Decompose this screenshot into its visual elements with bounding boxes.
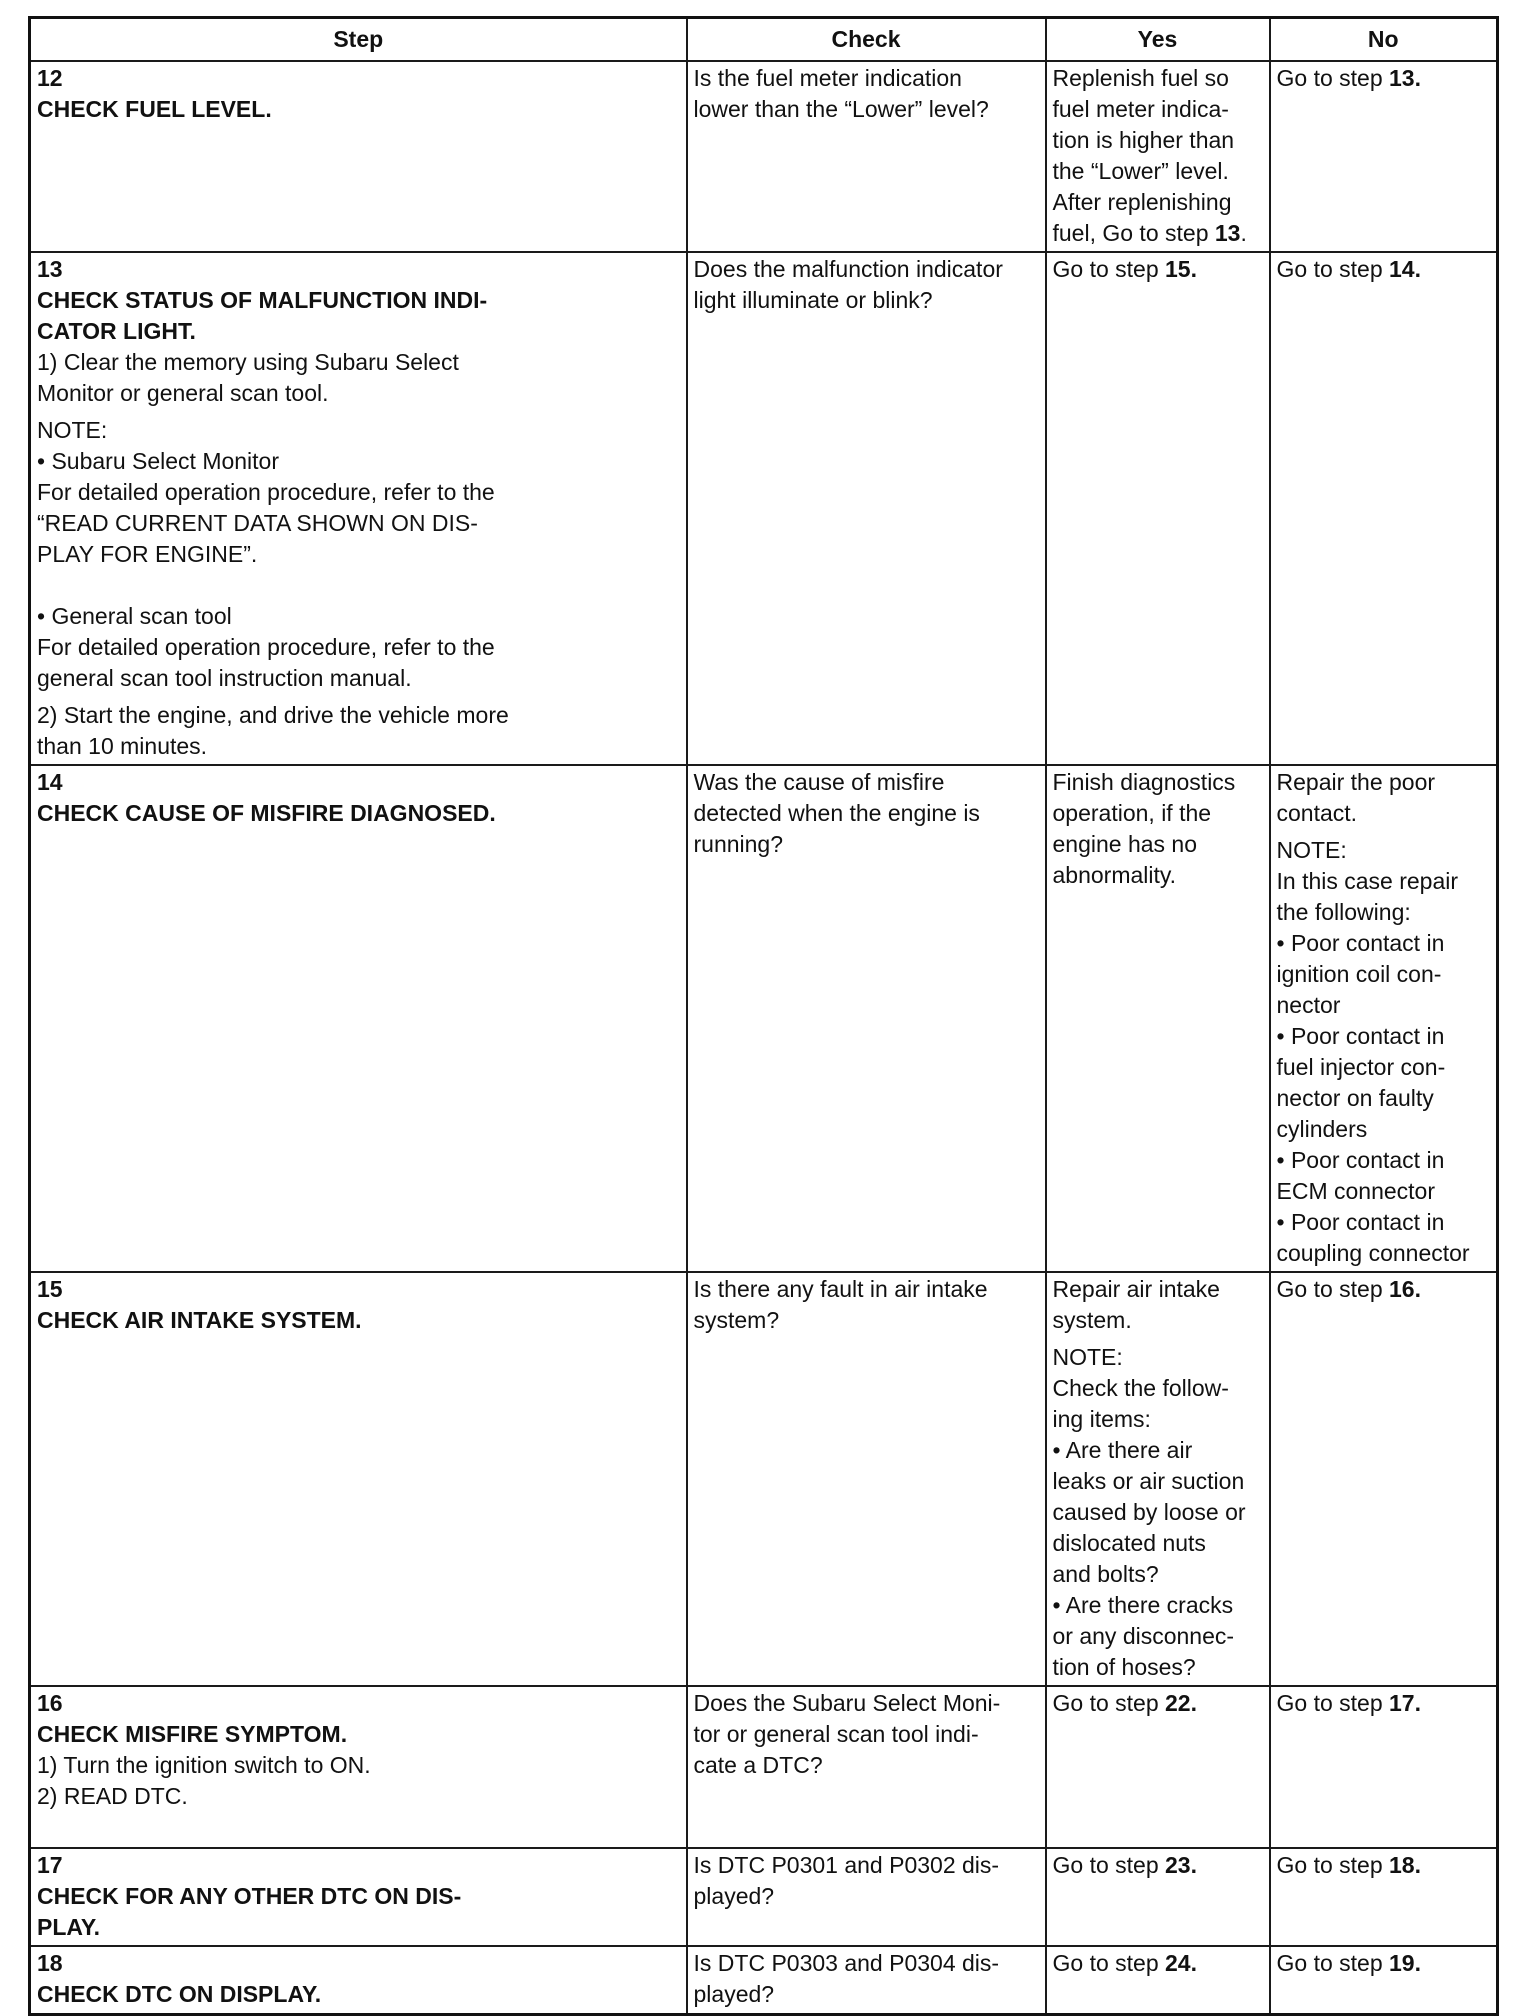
no-cell <box>1270 765 1498 1272</box>
no-step-ref: 16 <box>1389 1276 1415 1302</box>
yes-text: Go to step <box>1052 1690 1166 1716</box>
yes-text: fuel, Go to step <box>1052 220 1215 246</box>
no-text: Go to step <box>1276 1852 1390 1878</box>
step-number: 13 <box>37 256 63 282</box>
check-line: detected when the engine is <box>693 800 980 826</box>
step-title: CATOR LIGHT. <box>37 318 196 344</box>
step-line: • Subaru Select Monitor <box>37 448 280 474</box>
step-number: 18 <box>37 1950 63 1976</box>
step-line: PLAY FOR ENGINE”. <box>37 541 258 567</box>
check-line: played? <box>693 1883 775 1909</box>
check-line: tor or general scan tool indi- <box>693 1721 979 1747</box>
yes-line: engine has no <box>1052 831 1198 857</box>
yes-cell <box>1046 1848 1270 1946</box>
step-cell <box>30 1946 687 2014</box>
yes-text: Go to step <box>1052 1852 1166 1878</box>
yes-line: operation, if the <box>1052 800 1212 826</box>
step-line: For detailed operation procedure, refer to the <box>37 479 495 505</box>
step-line: • General scan tool <box>37 603 232 629</box>
check-line: light illuminate or blink? <box>693 287 933 313</box>
no-punct: . <box>1414 65 1421 91</box>
no-cell <box>1270 1946 1498 2014</box>
step-title: CHECK MISFIRE SYMPTOM. <box>37 1721 348 1747</box>
yes-text: Go to step <box>1052 1950 1166 1976</box>
table-header-row <box>30 18 1498 62</box>
check-cell <box>687 765 1046 1272</box>
yes-punct: . <box>1190 1950 1197 1976</box>
step-cell <box>30 252 687 765</box>
step-line: general scan tool instruction manual. <box>37 665 412 691</box>
no-step-ref: 13 <box>1389 65 1415 91</box>
step-line: 2) READ DTC. <box>37 1783 188 1809</box>
diagnostic-table <box>28 16 1499 2016</box>
step-cell <box>30 1272 687 1686</box>
no-line: ignition coil con- <box>1276 961 1442 987</box>
no-line: cylinders <box>1276 1116 1368 1142</box>
table-row-step-18 <box>30 1946 1498 2014</box>
no-cell <box>1270 252 1498 765</box>
yes-punct: . <box>1190 1852 1197 1878</box>
no-line: In this case repair <box>1276 868 1459 894</box>
yes-step-ref: 13 <box>1214 220 1241 246</box>
step-number: 15 <box>37 1276 63 1302</box>
step-line: 1) Clear the memory using Subaru Select <box>37 349 459 375</box>
step-line: 2) Start the engine, and drive the vehicle more <box>37 702 509 728</box>
step-line: “READ CURRENT DATA SHOWN ON DIS- <box>37 510 478 536</box>
yes-punct: . <box>1190 1690 1197 1716</box>
yes-step-ref: 24 <box>1165 1950 1191 1976</box>
check-cell <box>687 252 1046 765</box>
check-line: Is DTC P0303 and P0304 dis- <box>693 1950 1000 1976</box>
table-row-step-12 <box>30 61 1498 252</box>
no-step-ref: 17 <box>1389 1690 1415 1716</box>
no-punct: . <box>1414 1950 1421 1976</box>
no-line: fuel injector con- <box>1276 1054 1446 1080</box>
check-cell <box>687 1848 1046 1946</box>
step-title: CHECK STATUS OF MALFUNCTION INDI- <box>37 287 488 313</box>
step-cell <box>30 1848 687 1946</box>
yes-line <box>1053 218 1263 249</box>
no-text: Go to step <box>1276 1690 1390 1716</box>
step-body <box>37 1979 577 2010</box>
no-step-ref: 14 <box>1389 256 1415 282</box>
yes-line: • Are there cracks <box>1052 1592 1234 1618</box>
yes-line: the “Lower” level. <box>1052 158 1229 184</box>
yes-line: ing items: <box>1052 1406 1151 1432</box>
check-line: lower than the “Lower” level? <box>693 96 989 122</box>
no-punct: . <box>1414 1690 1421 1716</box>
step-body <box>37 1305 577 1336</box>
check-line: Is DTC P0301 and P0302 dis- <box>693 1852 1000 1878</box>
no-cell <box>1270 1848 1498 1946</box>
check-line: Does the malfunction indicator <box>693 256 1003 282</box>
check-line: Is the fuel meter indication <box>693 65 962 91</box>
check-cell <box>687 61 1046 252</box>
check-cell <box>687 1686 1046 1848</box>
no-cell <box>1270 1272 1498 1686</box>
header-no: No <box>1270 18 1498 62</box>
yes-cell <box>1046 61 1270 252</box>
step-number: 12 <box>37 65 63 91</box>
no-line: ECM connector <box>1276 1178 1436 1204</box>
no-note: NOTE: <box>1276 837 1347 863</box>
no-line: • Poor contact in <box>1276 1147 1445 1173</box>
table-row-step-16 <box>30 1686 1498 1848</box>
step-cell <box>30 765 687 1272</box>
yes-step-ref: 15 <box>1165 256 1191 282</box>
no-text: Go to step <box>1276 65 1390 91</box>
step-number: 14 <box>37 769 63 795</box>
no-line: • Poor contact in <box>1276 1023 1445 1049</box>
step-title: CHECK FOR ANY OTHER DTC ON DIS- <box>37 1883 462 1909</box>
step-number: 16 <box>37 1690 63 1716</box>
yes-cell <box>1046 1272 1270 1686</box>
table-row-step-17 <box>30 1848 1498 1946</box>
step-body <box>37 94 577 125</box>
step-line: 1) Turn the ignition switch to ON. <box>37 1752 371 1778</box>
no-line: the following: <box>1276 899 1411 925</box>
yes-line: Check the follow- <box>1052 1375 1229 1401</box>
no-line: contact. <box>1276 800 1358 826</box>
no-line: coupling connector <box>1276 1240 1470 1266</box>
step-line: than 10 minutes. <box>37 733 208 759</box>
yes-line: and bolts? <box>1052 1561 1159 1587</box>
no-text: Go to step <box>1276 256 1390 282</box>
yes-line: leaks or air suction <box>1052 1468 1245 1494</box>
step-number: 17 <box>37 1852 63 1878</box>
check-line: played? <box>693 1981 775 2007</box>
yes-line: dislocated nuts <box>1052 1530 1206 1556</box>
no-line: • Poor contact in <box>1276 930 1445 956</box>
step-body <box>37 285 577 762</box>
check-line: Does the Subaru Select Moni- <box>693 1690 1001 1716</box>
no-line: nector <box>1276 992 1341 1018</box>
no-step-ref: 19 <box>1389 1950 1415 1976</box>
yes-note: NOTE: <box>1052 1344 1123 1370</box>
step-cell <box>30 61 687 252</box>
step-title: CHECK DTC ON DISPLAY. <box>37 1981 322 2007</box>
no-step-ref: 18 <box>1389 1852 1415 1878</box>
no-text: Go to step <box>1276 1950 1390 1976</box>
yes-line: Repair air intake <box>1052 1276 1220 1302</box>
no-line: • Poor contact in <box>1276 1209 1445 1235</box>
yes-line: abnormality. <box>1052 862 1177 888</box>
yes-line: Replenish fuel so <box>1052 65 1229 91</box>
step-title: CHECK CAUSE OF MISFIRE DIAGNOSED. <box>37 800 496 826</box>
yes-line: After replenishing <box>1052 189 1232 215</box>
yes-line: caused by loose or <box>1052 1499 1246 1525</box>
step-title: CHECK FUEL LEVEL. <box>37 96 272 122</box>
yes-line: tion is higher than <box>1052 127 1235 153</box>
step-body <box>37 1881 577 1943</box>
step-line: For detailed operation procedure, refer to the <box>37 634 495 660</box>
step-body <box>37 798 577 829</box>
step-line: Monitor or general scan tool. <box>37 380 329 406</box>
yes-text: Go to step <box>1052 256 1166 282</box>
table-row-step-13 <box>30 252 1498 765</box>
yes-cell <box>1046 1686 1270 1848</box>
step-title: CHECK AIR INTAKE SYSTEM. <box>37 1307 362 1333</box>
check-line: Was the cause of misfire <box>693 769 945 795</box>
no-text: Go to step <box>1276 1276 1390 1302</box>
yes-punct: . <box>1240 220 1247 246</box>
check-cell <box>687 1272 1046 1686</box>
yes-line: or any disconnec- <box>1052 1623 1235 1649</box>
yes-cell <box>1046 765 1270 1272</box>
table-row-step-14 <box>30 765 1498 1272</box>
yes-line: Finish diagnostics <box>1052 769 1236 795</box>
yes-line: • Are there air <box>1052 1437 1193 1463</box>
yes-punct: . <box>1190 256 1197 282</box>
yes-line: fuel meter indica- <box>1052 96 1229 122</box>
step-cell <box>30 1686 687 1848</box>
step-note: NOTE: <box>37 417 108 443</box>
yes-line: system. <box>1052 1307 1132 1333</box>
check-line: running? <box>693 831 784 857</box>
no-punct: . <box>1414 1276 1421 1302</box>
header-yes: Yes <box>1046 18 1270 62</box>
yes-line: tion of hoses? <box>1052 1654 1196 1680</box>
check-line: Is there any fault in air intake <box>693 1276 988 1302</box>
no-line: Repair the poor <box>1276 769 1436 795</box>
check-cell <box>687 1946 1046 2014</box>
check-line: system? <box>693 1307 780 1333</box>
check-line: cate a DTC? <box>693 1752 823 1778</box>
yes-cell <box>1046 252 1270 765</box>
table-row-step-15 <box>30 1272 1498 1686</box>
no-cell <box>1270 61 1498 252</box>
no-cell <box>1270 1686 1498 1848</box>
no-punct: . <box>1414 256 1421 282</box>
yes-cell <box>1046 1946 1270 2014</box>
step-body <box>37 1719 577 1812</box>
header-check: Check <box>687 18 1046 62</box>
header-step: Step <box>30 18 687 62</box>
step-title: PLAY. <box>37 1914 101 1940</box>
yes-step-ref: 23 <box>1165 1852 1191 1878</box>
no-line: nector on faulty <box>1276 1085 1434 1111</box>
yes-step-ref: 22 <box>1165 1690 1191 1716</box>
no-punct: . <box>1414 1852 1421 1878</box>
